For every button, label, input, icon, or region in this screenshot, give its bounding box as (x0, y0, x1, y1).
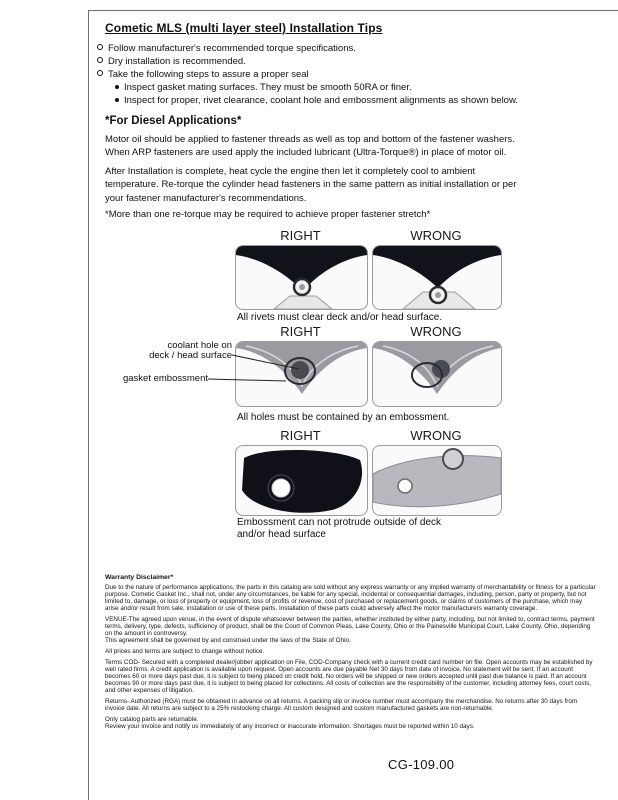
warranty-paragraph: Terms COD- Secured with a completed dealer/jobber application on File, COD-Company check with a current credit card number on file. Open accounts may be established by well rated firms. A credit application is available upon request. Open accounts are due payable Net 30 days from date of invoice. No statement will be sent. If an account becomes 60 or more days past due, it is subject to being placed on credit hold. No orders will be shipped or new orders accepted until past due balance is paid. If an account becomes 90 or more days past due, it is subject to being placed for collections. All costs of collection are the responsibility of the customer, including attorney fees, court costs, and other expenses of litigation. (105, 659, 593, 694)
tip-text: Dry installation is recommended. (108, 56, 246, 67)
callout-gasket-embossment-label: gasket embossment (122, 373, 208, 384)
diesel-paragraph-1: Motor oil should be applied to fastener threads as well as top and bottom of the fastener washers. When ARP fasteners are used apply the included lubricant (Ultra-Torque®) in place of motor oil. (105, 134, 515, 159)
warranty-paragraph: All prices and terms are subject to change without notice. (105, 648, 265, 655)
tip-item (97, 42, 518, 55)
figure3-right-label: RIGHT (280, 428, 321, 443)
tip-item (97, 68, 518, 81)
figure3-caption: Embossment can not protrude outside of deck and/or head surface (237, 517, 442, 540)
warranty-heading: Warranty Disclaimer* (105, 574, 174, 581)
figure1-wrong-label: WRONG (410, 228, 462, 243)
tip-item (97, 55, 518, 68)
embossment-protrusion-right-image (235, 445, 368, 516)
page-code: CG-109.00 (388, 757, 455, 772)
figure1-right-label: RIGHT (280, 228, 321, 243)
hollow-bullet-icon (97, 44, 103, 50)
embossment-protrusion-wrong-image (372, 445, 502, 516)
warranty-paragraph: Due to the nature of performance applications, the parts in this catalog are sold without any express warranty or any implied warranty of merchantability or fitness for a particular purpose. Cometic Gasket Inc., shall not, under any circumstances, be liable for any special, incidental or consequential damages, including, person, party or property, but not limited to, damage, or loss of property or equipment, loss of profits or revenue, cost of purchased or replacement goods, or claims of customers of the purchase, which may arise and/or result from sale, installation or use of these parts. Installation of these parts could adversely affect the motor manufacturers warranty coverage. (105, 584, 596, 612)
diesel-paragraph-2: After Installation is complete, heat cycle the engine then let it completely cool to ambient temperature. Re-torque the cylinder head fasteners in the same pattern as initial installation or per your fastener manufacturer's recommendations. (105, 166, 517, 204)
tip-sub-item (97, 81, 518, 94)
warranty-paragraph: Returns- Authorized (RGA) must be obtained in advance on all returns. A packing slip or invoice number must accompany the merchandise. No returns after 30 days from invoice date. All returns are subject to a 25% restocking charge. All custom designed and custom manufactured gaskets are non-returnable. (105, 698, 578, 712)
solid-bullet-icon (115, 85, 119, 89)
retorque-note: *More than one re-torque may be required to achieve proper fastener stretch* (105, 209, 431, 220)
hollow-bullet-icon (97, 70, 103, 76)
rivet-clearance-wrong-image (372, 245, 502, 310)
warranty-paragraph: Only catalog parts are returnable. (105, 716, 199, 723)
figure3-wrong-label: WRONG (410, 428, 462, 443)
figure2-wrong-label: WRONG (410, 324, 462, 339)
warranty-paragraph: Review your invoice and notify us immediately of any incorrect or inaccurate information. Shortages must be reported within 10 days. (105, 723, 475, 730)
figure2-caption: All holes must be contained by an embossment. (237, 412, 450, 423)
warranty-paragraph: VENUE-The agreed upon venue, in the event of dispute whatsoever between the parties, whether instituted by either party, including, but not limited to, contract terms, payment terms, delivery, type, defects, sufficiency of product, shall be the Court of Common Pleas, Lake County, Ohio or the Painesville Municipal Court, Lake County, Ohio, depending on the amount in controversy. (105, 616, 595, 637)
solid-bullet-icon (115, 98, 119, 102)
diesel-applications-heading: *For Diesel Applications* (105, 115, 242, 127)
callout-coolant-line2: deck / head surface (149, 350, 232, 361)
tips-list (97, 42, 518, 107)
warranty-paragraph: This agreement shall be governed by and construed under the laws of the State of Ohio. (105, 637, 351, 644)
tip-text: Take the following steps to assure a proper seal (108, 69, 309, 80)
tip-text: Follow manufacturer's recommended torque specifications. (108, 43, 356, 54)
tip-text: Inspect for proper, rivet clearance, coolant hole and embossment alignments as shown below. (124, 95, 518, 106)
callout-leader-lines (200, 350, 310, 390)
hole-embossment-wrong-image (372, 341, 502, 407)
figure2-right-label: RIGHT (280, 324, 321, 339)
figure1-caption: All rivets must clear deck and/or head surface. (237, 312, 443, 323)
hollow-bullet-icon (97, 57, 103, 63)
page-title: Cometic MLS (multi layer steel) Installation Tips (105, 21, 383, 35)
tip-sub-item (97, 94, 518, 107)
warranty-disclaimer (105, 574, 597, 734)
tip-text: Inspect gasket mating surfaces. They must be smooth 50RA or finer. (124, 82, 412, 93)
rivet-clearance-right-image (235, 245, 368, 310)
callout-coolant-line1: coolant hole on (167, 340, 232, 351)
